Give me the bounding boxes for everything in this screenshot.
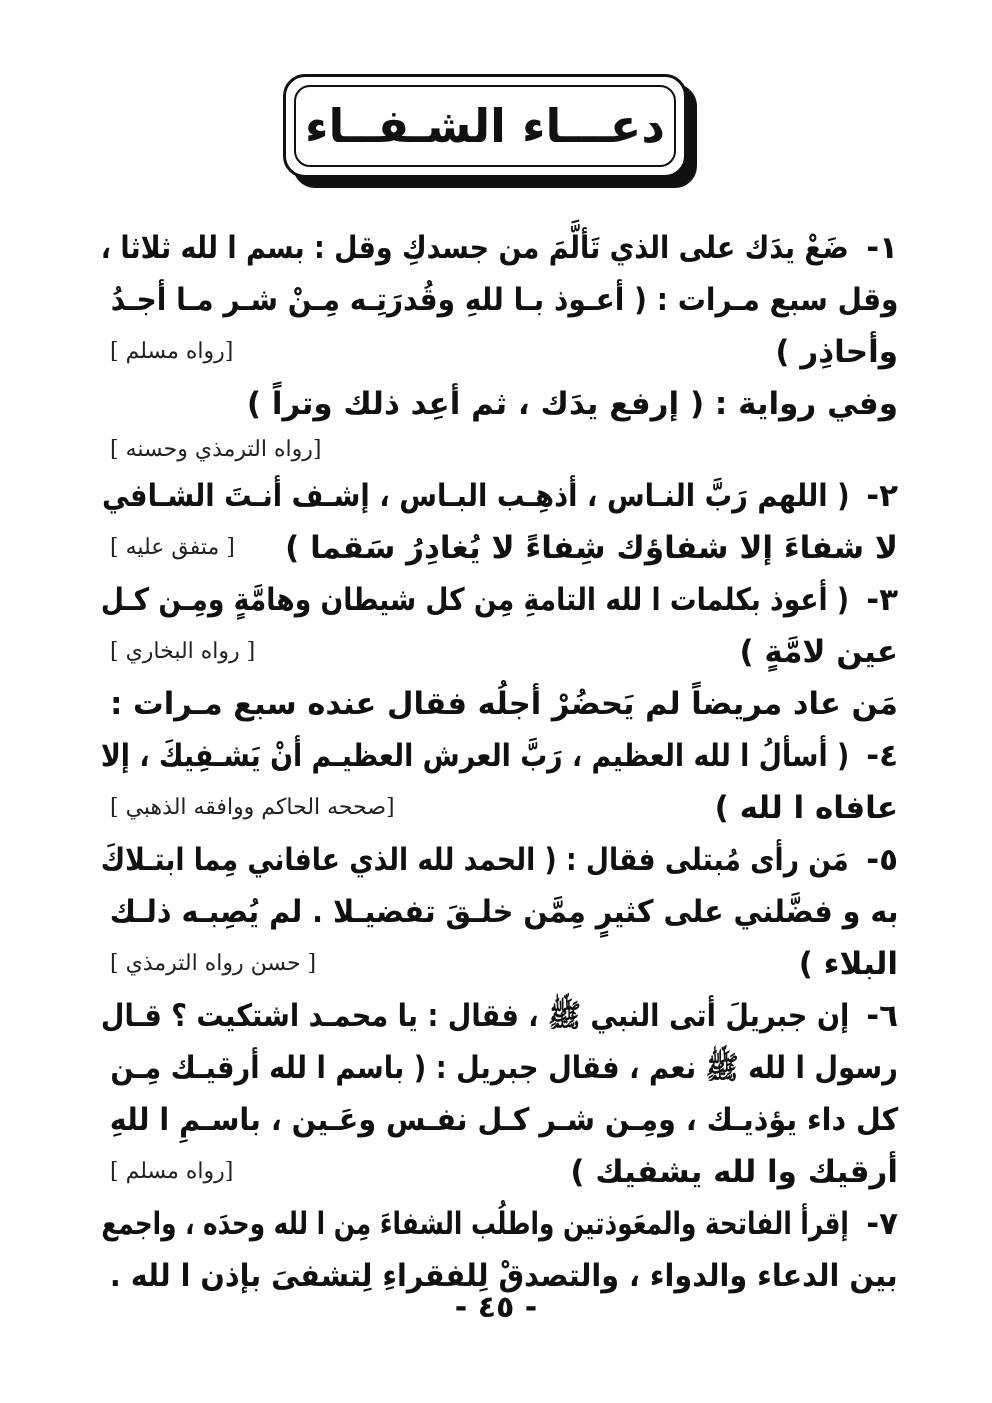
item-2-line-2: لا شفاءَ إلا شفاؤك شِفاءً لا يُغادِرُ سَقما ) [ متفق عليه ] <box>110 522 898 574</box>
item-7-number: ٧- <box>866 1206 898 1242</box>
item-1-line-2: وقل سبع مـرات : ( أعـوذ بـا للهِ وقُدرَتِـه مِـنْ شـر مـا أجـدُ <box>110 282 898 318</box>
item-1-line-3: وأحاذِر ) [رواه مسلم ] <box>110 326 898 378</box>
item-5-line-2: به و فضَّلني على كثيرٍ مِمَّن خلـقَ تفضيـلا . لم يُصِبـه ذلـك <box>109 894 898 930</box>
item-5-line-1: ٥- مَن رأى مُبتلى فقال : ( الحمد لله الذي عافاني مِما ابتـلاكَ <box>110 834 898 886</box>
item-1-extra-source: [رواه الترمذي وحسنه ] <box>110 437 322 462</box>
item-4-number: ٤- <box>866 738 898 774</box>
item-7-line-2: بين الدعاء والدواء ، والتصدقْ لِلفقراءِ لِتشفىَ بإذن ا لله . <box>110 1258 898 1294</box>
item-2-number: ٢- <box>866 478 898 514</box>
item-6-line-4: أرقيك وا لله يشفيك ) [رواه مسلم ] <box>110 1146 898 1198</box>
item-1-line-1: ١- ضَعْ يدَك على الذي تَألَّمَ من جسدكِ وقل : بسم ا لله ثلاثا ، <box>110 222 898 274</box>
item-3-extra: مَن عاد مريضاً لم يَحضُرْ أجلُه فقال عنده سبع مـرات : <box>110 686 898 722</box>
item-1-source: [رواه مسلم ] <box>110 339 234 364</box>
title-frame <box>283 74 701 192</box>
title-frame-inner <box>294 85 676 167</box>
item-1-number: ١- <box>866 230 898 266</box>
item-6-number: ٦- <box>866 998 898 1034</box>
item-6-line-3: كل داء يؤذيـك ، ومِـن شـر كـل نفـس وعَـين ، باسـمِ ا للهِ <box>109 1102 898 1138</box>
page-title: دعـــاء الشـفــاء <box>305 99 665 153</box>
item-3-source: [ رواه البخاري ] <box>110 639 256 664</box>
item-5-source: [ حسن رواه الترمذي ] <box>110 951 317 976</box>
item-3-line-1: ٣- ( أعوذ بكلمات ا لله التامةِ مِن كل شيطان وهامَّةٍ ومِـن كـل <box>110 574 898 626</box>
item-2-line-1: ٢- ( اللهم رَبَّ النـاس ، أذهِـب البـاس ، إشـف أنـتَ الشـافي <box>110 470 898 522</box>
item-6-source: [رواه مسلم ] <box>110 1159 234 1184</box>
title-frame-outer <box>283 74 687 178</box>
item-2-source: [ متفق عليه ] <box>110 535 235 560</box>
item-3-number: ٣- <box>866 582 898 618</box>
item-1-extra: وفي رواية : ( إرفع يدَك ، ثم أعِد ذلك وتراً ) <box>246 386 898 422</box>
dua-list <box>100 222 898 1302</box>
item-6-line-1: ٦- إن جبريلَ أتى النبي ﷺ ، فقال : يا محمـد اشتكيت ؟ قـال <box>110 990 898 1042</box>
item-5-line-3: البلاء ) [ حسن رواه الترمذي ] <box>110 938 898 990</box>
page-number: - ٤٥ - <box>454 1290 538 1325</box>
item-5-number: ٥- <box>866 842 898 878</box>
item-3-line-2: عين لامَّةٍ ) [ رواه البخاري ] <box>110 626 898 678</box>
item-1-extra-source-line <box>110 430 898 470</box>
item-4-line-1: ٤- ( أسألُ ا لله العظيم ، رَبَّ العرش العظيـم أنْ يَشـفِيكَ ، إلا <box>110 730 898 782</box>
item-4-source: [صححه الحاكم ووافقه الذهبي ] <box>110 795 395 820</box>
item-4-line-2: عافاه ا لله ) [صححه الحاكم ووافقه الذهبي ] <box>110 782 898 834</box>
item-6-line-2: رسول ا لله ﷺ نعم ، فقال جبريل : ( باسم ا لله أرقيـك مِـن <box>110 1050 898 1086</box>
item-7-line-1: ٧- إقرأ الفاتحة والمعَوذتين واطلُب الشفاءَ مِن ا لله وحدَه ، واجمع <box>110 1198 898 1250</box>
